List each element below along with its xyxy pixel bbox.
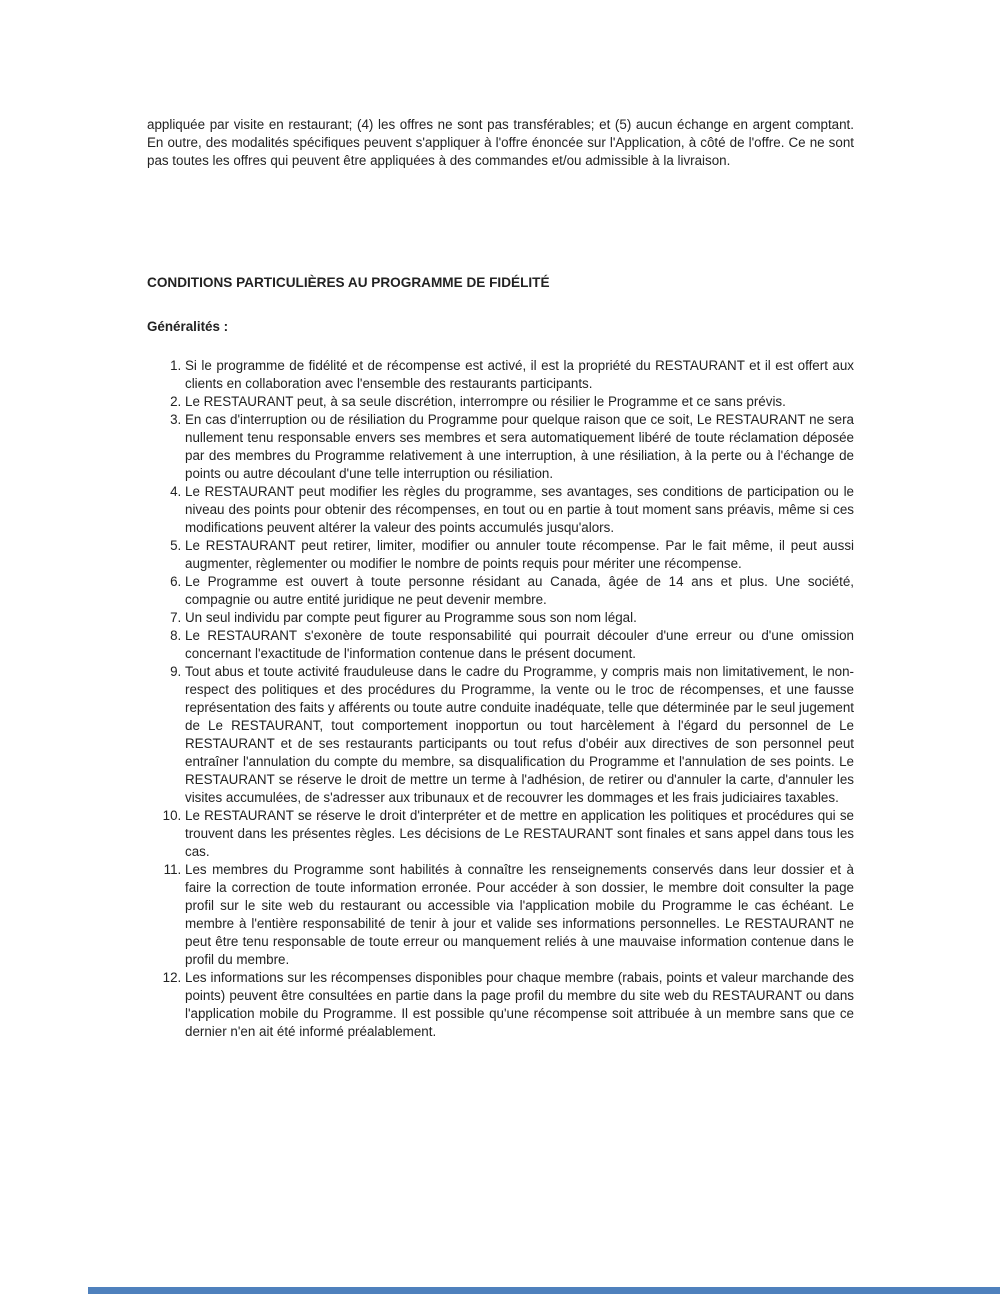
section-title: CONDITIONS PARTICULIÈRES AU PROGRAMME DE FIDÉLITÉ <box>147 275 550 290</box>
list-item: 8. Le RESTAURANT s'exonère de toute responsabilité qui pourrait découler d'une erreur ou d'une omission concernant l'exactitude de l'information contenue dans le présent document. <box>185 627 854 663</box>
list-item: 2. Le RESTAURANT peut, à sa seule discrétion, interrompre ou résilier le Programme et ce sans prévis. <box>185 393 854 411</box>
list-item: 4. Le RESTAURANT peut modifier les règles du programme, ses avantages, ses conditions de participation ou le niveau des points pour obtenir des récompenses, en tout ou en partie à tout moment sans préavis, même si ces modifications peuvent altérer la valeur des points accumulés jusqu'alors. <box>185 483 854 537</box>
intro-paragraph: appliquée par visite en restaurant; (4) les offres ne sont pas transférables; et (5) aucun échange en argent comptant. En outre, des modalités spécifiques peuvent s'appliquer à l'offre énoncée sur l'Application, à côté de l'offre. Ce ne sont pas toutes les offres qui peuvent être appliquées à des commandes et/ou admissible à la livraison. <box>147 117 854 168</box>
document-content <box>147 0 854 1041</box>
list-item: 1. Si le programme de fidélité et de récompense est activé, il est la propriété du RESTAURANT et il est offert aux clients en collaboration avec l'ensemble des restaurants participants. <box>185 357 854 393</box>
rules-list <box>147 357 854 1041</box>
list-item: 6. Le Programme est ouvert à toute personne résidant au Canada, âgée de 14 ans et plus. Une société, compagnie ou autre entité juridique ne peut devenir membre. <box>185 573 854 609</box>
list-item: 5. Le RESTAURANT peut retirer, limiter, modifier ou annuler toute récompense. Par le fait même, il peut aussi augmenter, règlementer ou modifier le nombre de points requis pour mériter une récompense. <box>185 537 854 573</box>
list-item: 7. Un seul individu par compte peut figurer au Programme sous son nom légal. <box>185 609 854 627</box>
list-item: 9. Tout abus et toute activité frauduleuse dans le cadre du Programme, y compris mais non limitativement, le non-respect des politiques et des procédures du Programme, la vente ou le troc de récompenses, et une fausse représentation des faits y afférents ou toute autre conduite inadéquate, telle que déterminée par le seul jugement de Le RESTAURANT, tout comportement inopportun ou tout harcèlement à l'égard du personnel de Le RESTAURANT et de ses restaurants participants ou tout refus d'obéir aux directives de son personnel peut entraîner l'annulation du compte du membre, sa disqualification du Programme et l'annulation de ses points. Le RESTAURANT se réserve le droit de mettre un terme à l'adhésion, de retirer ou d'annuler la carte, d'annuler les visites accumulées, de s'adresser aux tribunaux et de recouvrer les dommages et les frais judiciaires taxables. <box>185 663 854 807</box>
list-item: 11. Les membres du Programme sont habilités à connaître les renseignements conservés dans leur dossier et à faire la correction de toute information erronée. Pour accéder à son dossier, le membre doit consulter la page profil sur le site web du restaurant ou accessible via l'application mobile du Programme le cas échéant. Le membre à l'entière responsabilité de tenir à jour et valide ses informations personnelles. Le RESTAURANT ne peut être tenu responsable de toute erreur ou manquement reliés à une mauvaise information contenue dans le profil du membre. <box>185 861 854 969</box>
list-item: 10. Le RESTAURANT se réserve le droit d'interpréter et de mettre en application les politiques et procédures qui se trouvent dans les présentes règles. Les décisions de Le RESTAURANT sont finales et sans appel dans tous les cas. <box>185 807 854 861</box>
subsection-title: Généralités : <box>147 319 229 334</box>
list-item: 3. En cas d'interruption ou de résiliation du Programme pour quelque raison que ce soit, Le RESTAURANT ne sera nullement tenu responsable envers ses membres et sera automatiquement libéré de toute réclamation déposée par des membres du Programme relativement à une interruption, à une résiliation, à la perte ou à l'échange de points ou autre découlant d'une telle interruption ou résiliation. <box>185 411 854 483</box>
page-bottom-accent-bar <box>88 1287 1000 1294</box>
list-item: 12. Les informations sur les récompenses disponibles pour chaque membre (rabais, points et valeur marchande des points) peuvent être consultées en partie dans la page profil du membre du site web du RESTAURANT ou dans l'application mobile du Programme. Il est possible qu'une récompense soit attribuée à un membre sans que ce dernier n'en ait été informé préalablement. <box>185 969 854 1041</box>
